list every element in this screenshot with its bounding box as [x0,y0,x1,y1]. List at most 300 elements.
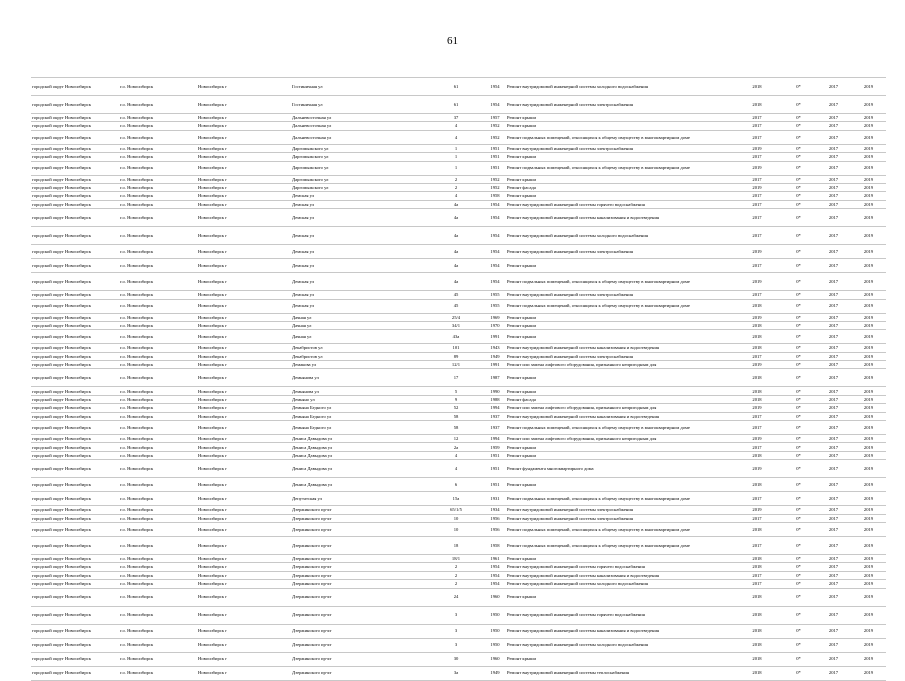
cell-settlement: Новосибирск г [197,369,291,387]
cell-year-from: 2017 [816,209,851,227]
cell-year-built: 1958 [484,192,506,200]
cell-year-to: 2019 [851,404,886,412]
cell-share: 0* [781,435,816,443]
cell-work-type: Ремонт подвальных помещений, относящихся к общему имуществу в многоквартирном доме [506,273,733,291]
cell-share: 0* [781,183,816,191]
cell-work-type: Ремонт внутридомовой инженерной системы горячего водоснабжения [506,606,733,624]
cell-district: городской округ Новосибирск [31,571,119,579]
cell-year-to: 2019 [851,666,886,680]
cell-year-to: 2019 [851,412,886,420]
cell-work-type: Ремонт крыши [506,259,733,273]
cell-year-from: 2017 [816,443,851,451]
cell-planned-year: 2017 [733,227,781,245]
cell-share: 0* [781,227,816,245]
cell-settlement: Новосибирск г [197,536,291,554]
cell-work-type: Ремонт крыши [506,330,733,344]
cell-house: 4a [428,200,484,208]
cell-street: Демская ул [291,227,428,245]
cell-planned-year: 2019 [733,361,781,369]
cell-year-from: 2017 [816,299,851,313]
cell-planned-year: 2019 [733,460,781,478]
cell-year-from: 2017 [816,114,851,122]
cell-district: городской округ Новосибирск [31,395,119,403]
cell-municipality: г.о. Новосибирск [119,395,197,403]
cell-planned-year: 2018 [733,606,781,624]
cell-house: 61 [428,78,484,96]
cell-year-from: 2017 [816,451,851,459]
cell-municipality: г.о. Новосибирск [119,451,197,459]
cell-district: городской округ Новосибирск [31,291,119,299]
table-row [31,506,886,514]
cell-planned-year: 2019 [733,144,781,152]
cell-planned-year: 2019 [733,435,781,443]
cell-planned-year: 2018 [733,330,781,344]
cell-street: Демская ул [291,245,428,259]
cell-street: Дальневосточная ул [291,122,428,130]
cell-settlement: Новосибирск г [197,299,291,313]
cell-house: 10 [428,522,484,536]
cell-year-to: 2019 [851,153,886,161]
cell-municipality: г.о. Новосибирск [119,144,197,152]
cell-settlement: Новосибирск г [197,514,291,522]
cell-district: городской округ Новосибирск [31,130,119,144]
cell-year-to: 2019 [851,313,886,321]
table-row [31,387,886,395]
cell-district: городской округ Новосибирск [31,506,119,514]
cell-street: Демьяно ул [291,395,428,403]
cell-house: 18 [428,536,484,554]
cell-house: 2 [428,563,484,571]
cell-street: Дачная ул [291,313,428,321]
table-row [31,588,886,606]
cell-planned-year: 2017 [733,536,781,554]
cell-planned-year: 2017 [733,259,781,273]
cell-street: Дениса Давыдова ул [291,443,428,451]
cell-year-to: 2019 [851,227,886,245]
cell-planned-year: 2017 [733,209,781,227]
cell-house: 45 [428,299,484,313]
cell-share: 0* [781,395,816,403]
table-row [31,435,886,443]
cell-share: 0* [781,299,816,313]
cell-settlement: Новосибирск г [197,421,291,435]
cell-district: городской округ Новосибирск [31,144,119,152]
cell-share: 0* [781,321,816,329]
cell-year-built: 1950 [484,638,506,652]
cell-year-built: 1937 [484,412,506,420]
cell-year-to: 2019 [851,588,886,606]
cell-settlement: Новосибирск г [197,666,291,680]
cell-house: 58 [428,412,484,420]
cell-work-type: Ремонт фасада [506,183,733,191]
table-row [31,175,886,183]
cell-street: Дзержинского пр-кт [291,506,428,514]
cell-district: городской округ Новосибирск [31,96,119,114]
cell-year-from: 2017 [816,78,851,96]
table-row [31,161,886,175]
cell-year-from: 2017 [816,421,851,435]
cell-year-to: 2019 [851,96,886,114]
cell-year-to: 2019 [851,192,886,200]
cell-settlement: Новосибирск г [197,571,291,579]
cell-settlement: Новосибирск г [197,344,291,352]
table-row [31,259,886,273]
cell-district: городской округ Новосибирск [31,580,119,588]
cell-year-to: 2019 [851,395,886,403]
cell-year-built: 1951 [484,478,506,492]
cell-year-built: 1958 [484,536,506,554]
cell-house: 58 [428,421,484,435]
cell-share: 0* [781,352,816,360]
cell-year-from: 2017 [816,580,851,588]
cell-district: городской округ Новосибирск [31,273,119,291]
cell-year-built: 1991 [484,361,506,369]
cell-year-built: 1951 [484,451,506,459]
cell-house: 1 [428,144,484,152]
cell-year-to: 2019 [851,563,886,571]
cell-district: городской округ Новосибирск [31,114,119,122]
table-row [31,273,886,291]
table-row [31,330,886,344]
cell-municipality: г.о. Новосибирск [119,361,197,369]
cell-year-from: 2017 [816,536,851,554]
table-row [31,130,886,144]
cell-settlement: Новосибирск г [197,451,291,459]
table-row [31,412,886,420]
cell-house: 2a [428,443,484,451]
cell-municipality: г.о. Новосибирск [119,652,197,666]
cell-work-type: Ремонт внутридомовой инженерной системы холодного водоснабжения [506,227,733,245]
cell-year-to: 2019 [851,78,886,96]
cell-year-built: 1937 [484,421,506,435]
cell-street: Дальневосточная ул [291,130,428,144]
cell-district: городской округ Новосибирск [31,435,119,443]
cell-district: городской округ Новосибирск [31,330,119,344]
cell-work-type: Ремонт внутридомовой инженерной системы горячего водоснабжения [506,200,733,208]
cell-year-built: 1954 [484,259,506,273]
cell-settlement: Новосибирск г [197,404,291,412]
cell-work-type: Ремонт внутридомовой инженерной системы канализования и водоотведения [506,571,733,579]
cell-house: 5 [428,387,484,395]
cell-house: 45 [428,291,484,299]
cell-house: 34/1 [428,321,484,329]
cell-district: городской округ Новосибирск [31,200,119,208]
cell-share: 0* [781,175,816,183]
cell-share: 0* [781,291,816,299]
table-row [31,522,886,536]
table-row [31,514,886,522]
cell-year-from: 2017 [816,624,851,638]
cell-street: Даргомыжского ул [291,175,428,183]
cell-year-built: 1960 [484,588,506,606]
cell-planned-year: 2017 [733,192,781,200]
cell-year-to: 2019 [851,200,886,208]
cell-street: Дзержинского пр-кт [291,638,428,652]
cell-planned-year: 2017 [733,291,781,299]
cell-year-from: 2017 [816,330,851,344]
cell-year-from: 2017 [816,369,851,387]
cell-settlement: Новосибирск г [197,114,291,122]
cell-house: 37 [428,114,484,122]
cell-work-type: Ремонт или замена лифтового оборудования, признанного непригодным для [506,435,733,443]
cell-settlement: Новосибирск г [197,506,291,514]
cell-planned-year: 2018 [733,666,781,680]
cell-share: 0* [781,522,816,536]
cell-district: городской округ Новосибирск [31,361,119,369]
cell-year-to: 2019 [851,361,886,369]
cell-year-from: 2017 [816,404,851,412]
table-row [31,114,886,122]
cell-municipality: г.о. Новосибирск [119,175,197,183]
cell-work-type: Ремонт крыши [506,114,733,122]
table-row [31,571,886,579]
table-row [31,344,886,352]
cell-settlement: Новосибирск г [197,554,291,562]
cell-year-built: 1931 [484,492,506,506]
cell-settlement: Новосибирск г [197,227,291,245]
cell-planned-year: 2017 [733,571,781,579]
cell-year-to: 2019 [851,492,886,506]
cell-work-type: Ремонт внутридомовой инженерной системы электроснабжения [506,291,733,299]
cell-year-from: 2017 [816,153,851,161]
cell-year-from: 2017 [816,321,851,329]
cell-house: 3a [428,666,484,680]
cell-work-type: Ремонт внутридомовой инженерной системы канализования и водоотведения [506,624,733,638]
cell-district: городской округ Новосибирск [31,192,119,200]
cell-share: 0* [781,506,816,514]
cell-street: Дзержинского пр-кт [291,536,428,554]
table-row [31,369,886,387]
cell-settlement: Новосибирск г [197,580,291,588]
table-row [31,492,886,506]
cell-year-from: 2017 [816,506,851,514]
cell-year-from: 2017 [816,96,851,114]
cell-share: 0* [781,514,816,522]
cell-year-to: 2019 [851,652,886,666]
cell-planned-year: 2017 [733,443,781,451]
cell-house: 4 [428,460,484,478]
cell-year-built: 1954 [484,245,506,259]
cell-year-to: 2019 [851,259,886,273]
cell-planned-year: 2019 [733,404,781,412]
cell-settlement: Новосибирск г [197,606,291,624]
cell-settlement: Новосибирск г [197,122,291,130]
cell-district: городской округ Новосибирск [31,153,119,161]
cell-work-type: Ремонт подвальных помещений, относящихся к общему имуществу в многоквартирном доме [506,299,733,313]
cell-year-to: 2019 [851,435,886,443]
cell-municipality: г.о. Новосибирск [119,443,197,451]
cell-district: городской округ Новосибирск [31,387,119,395]
cell-municipality: г.о. Новосибирск [119,299,197,313]
cell-work-type: Ремонт крыши [506,122,733,130]
cell-street: Демьяна Бедного ул [291,404,428,412]
cell-district: городской округ Новосибирск [31,638,119,652]
cell-share: 0* [781,451,816,459]
cell-district: городской округ Новосибирск [31,451,119,459]
table-row [31,200,886,208]
cell-house: 4 [428,192,484,200]
cell-year-from: 2017 [816,492,851,506]
cell-house: 2 [428,571,484,579]
cell-municipality: г.о. Новосибирск [119,580,197,588]
cell-planned-year: 2018 [733,638,781,652]
cell-share: 0* [781,259,816,273]
cell-work-type: Ремонт крыши [506,192,733,200]
cell-share: 0* [781,443,816,451]
cell-municipality: г.о. Новосибирск [119,588,197,606]
cell-settlement: Новосибирск г [197,78,291,96]
cell-year-from: 2017 [816,122,851,130]
cell-year-built: 1952 [484,175,506,183]
cell-settlement: Новосибирск г [197,273,291,291]
cell-year-from: 2017 [816,652,851,666]
cell-year-built: 1949 [484,666,506,680]
cell-year-to: 2019 [851,638,886,652]
cell-year-to: 2019 [851,330,886,344]
cell-municipality: г.о. Новосибирск [119,114,197,122]
cell-street: Демская ул [291,291,428,299]
cell-year-built: 1956 [484,522,506,536]
cell-municipality: г.о. Новосибирск [119,404,197,412]
cell-year-from: 2017 [816,227,851,245]
cell-year-built: 1994 [484,404,506,412]
cell-settlement: Новосибирск г [197,435,291,443]
cell-work-type: Ремонт крыши [506,652,733,666]
cell-house: 25/4 [428,313,484,321]
cell-house: 2 [428,580,484,588]
cell-year-built: 1943 [484,344,506,352]
cell-share: 0* [781,492,816,506]
cell-district: городской округ Новосибирск [31,404,119,412]
cell-year-to: 2019 [851,554,886,562]
table-row [31,395,886,403]
cell-street: Даргомыжского ул [291,183,428,191]
cell-year-built: 1990 [484,387,506,395]
cell-house: 1 [428,161,484,175]
cell-municipality: г.о. Новосибирск [119,153,197,161]
cell-settlement: Новосибирск г [197,624,291,638]
cell-work-type: Ремонт внутридомовой инженерной системы холодного водоснабжения [506,580,733,588]
cell-share: 0* [781,666,816,680]
cell-year-from: 2017 [816,259,851,273]
cell-settlement: Новосибирск г [197,96,291,114]
cell-street: Демьяна Бедного ул [291,421,428,435]
cell-work-type: Ремонт внутридомовой инженерной системы электроснабжения [506,514,733,522]
cell-work-type: Ремонт внутридомовой инженерной системы электроснабжения [506,352,733,360]
cell-year-to: 2019 [851,321,886,329]
cell-house: 2 [428,175,484,183]
cell-year-to: 2019 [851,273,886,291]
cell-year-built: 1954 [484,571,506,579]
cell-district: городской округ Новосибирск [31,443,119,451]
cell-settlement: Новосибирск г [197,161,291,175]
cell-share: 0* [781,313,816,321]
cell-municipality: г.о. Новосибирск [119,624,197,638]
cell-street: Дальневосточная ул [291,114,428,122]
cell-street: Дзержинского пр-кт [291,522,428,536]
cell-year-from: 2017 [816,514,851,522]
cell-share: 0* [781,144,816,152]
cell-street: Демская ул [291,273,428,291]
table-row [31,638,886,652]
cell-planned-year: 2019 [733,506,781,514]
cell-street: Демская ул [291,192,428,200]
cell-work-type: Ремонт крыши [506,387,733,395]
table-row [31,652,886,666]
cell-settlement: Новосибирск г [197,130,291,144]
cell-year-built: 1961 [484,554,506,562]
cell-year-to: 2019 [851,245,886,259]
cell-municipality: г.о. Новосибирск [119,435,197,443]
cell-year-built: 1970 [484,321,506,329]
cell-street: Дачная ул [291,321,428,329]
cell-year-to: 2019 [851,514,886,522]
cell-share: 0* [781,245,816,259]
cell-district: городской округ Новосибирск [31,161,119,175]
cell-planned-year: 2018 [733,78,781,96]
cell-share: 0* [781,588,816,606]
cell-year-from: 2017 [816,435,851,443]
cell-house: 10 [428,514,484,522]
cell-municipality: г.о. Новосибирск [119,161,197,175]
cell-settlement: Новосибирск г [197,245,291,259]
cell-street: Демьянова ул [291,387,428,395]
cell-municipality: г.о. Новосибирск [119,666,197,680]
table-row [31,227,886,245]
cell-district: городской округ Новосибирск [31,412,119,420]
cell-work-type: Ремонт крыши [506,175,733,183]
cell-year-from: 2017 [816,200,851,208]
cell-settlement: Новосибирск г [197,352,291,360]
table-row [31,536,886,554]
cell-year-to: 2019 [851,522,886,536]
cell-house: 12/1 [428,361,484,369]
table-row [31,78,886,96]
cell-work-type: Ремонт фундамента многоквартирного дома [506,460,733,478]
cell-year-built: 1955 [484,291,506,299]
cell-planned-year: 2017 [733,153,781,161]
cell-municipality: г.о. Новосибирск [119,78,197,96]
cell-year-to: 2019 [851,299,886,313]
cell-municipality: г.о. Новосибирск [119,227,197,245]
cell-year-built: 1988 [484,395,506,403]
cell-planned-year: 2019 [733,161,781,175]
cell-settlement: Новосибирск г [197,321,291,329]
cell-district: городской округ Новосибирск [31,299,119,313]
cell-street: Демская ул [291,259,428,273]
cell-settlement: Новосибирск г [197,175,291,183]
cell-share: 0* [781,361,816,369]
cell-street: Дзержинского пр-кт [291,624,428,638]
cell-year-from: 2017 [816,161,851,175]
cell-work-type: Ремонт внутридомовой инженерной системы холодного водоснабжения [506,78,733,96]
cell-house: 15a [428,492,484,506]
cell-planned-year: 2018 [733,478,781,492]
cell-share: 0* [781,563,816,571]
cell-share: 0* [781,536,816,554]
cell-street: Демьяна Бедного ул [291,412,428,420]
cell-house: 3 [428,606,484,624]
cell-work-type: Ремонт или замена лифтового оборудования, признанного непригодным для [506,404,733,412]
cell-planned-year: 2018 [733,395,781,403]
cell-house: 61 [428,96,484,114]
cell-municipality: г.о. Новосибирск [119,571,197,579]
cell-work-type: Ремонт крыши [506,478,733,492]
table-row [31,451,886,459]
cell-share: 0* [781,404,816,412]
cell-municipality: г.о. Новосибирск [119,536,197,554]
cell-year-built: 1959 [484,443,506,451]
